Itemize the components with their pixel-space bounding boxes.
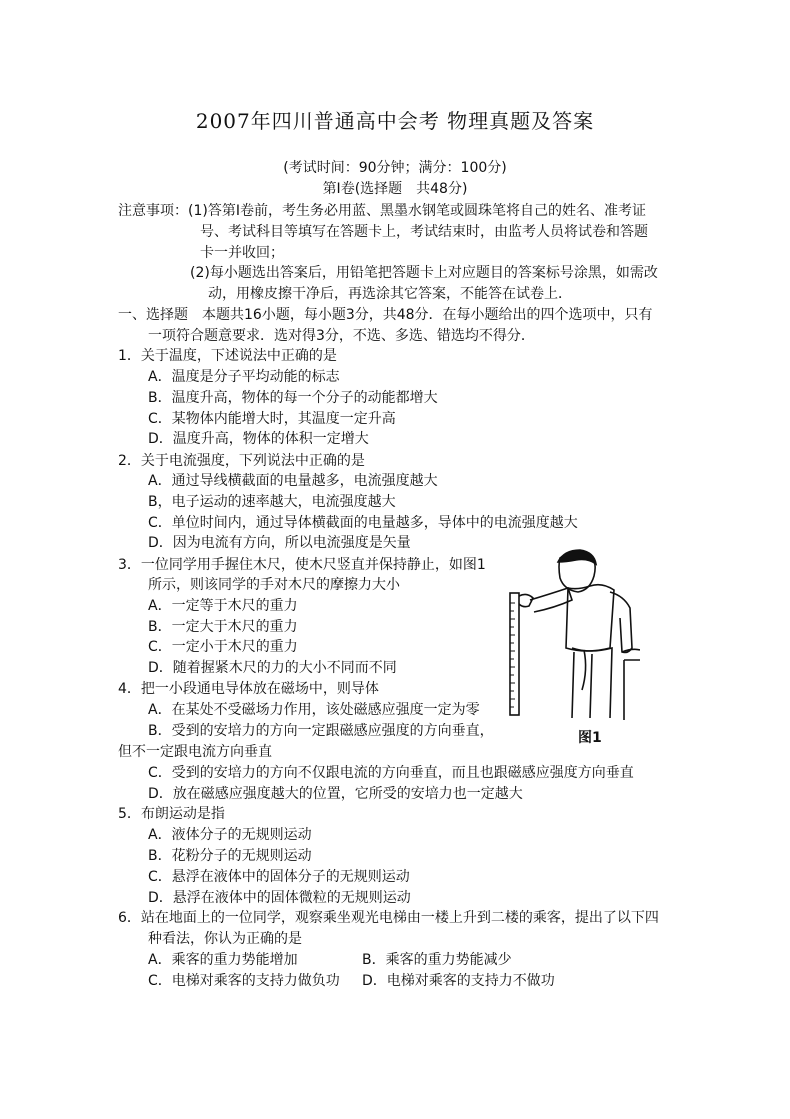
question-stem: 1．关于温度，下述说法中正确的是 — [118, 348, 337, 364]
section-intro: 一、选择题 本题共16小题，每小题3分，共48分．在每小题给出的四个选项中，只有 — [118, 307, 653, 323]
answer-option: B．花粉分子的无规则运动 — [148, 848, 312, 864]
question-stem: 6．站在地面上的一位同学，观察乘坐观光电梯由一楼上升到二楼的乘客，提出了以下四 — [118, 910, 659, 926]
question-text: 但不一定跟电流方向垂直 — [118, 744, 272, 760]
notice-2: (2)每小题选出答案后，用铅笔把答题卡上对应题目的答案标号涂黑，如需改 — [190, 265, 658, 281]
notice-1-cont: 卡一并收回； — [200, 245, 284, 261]
answer-option: C．某物体内能增大时，其温度一定升高 — [148, 411, 396, 427]
answer-option: D．温度升高，物体的体积一定增大 — [148, 431, 369, 447]
answer-option: C．电梯对乘客的支持力做负功 — [148, 973, 340, 989]
notice-2-cont: 动，用橡皮擦干净后，再选涂其它答案，不能答在试卷上． — [208, 286, 572, 302]
answer-option: C．受到的安培力的方向不仅跟电流的方向垂直，而且也跟磁感应强度方向垂直 — [148, 765, 634, 781]
answer-option: A．一定等于木尺的重力 — [148, 598, 298, 614]
answer-option: B，电子运动的速率越大，电流强度越大 — [148, 494, 396, 510]
answer-option: B．温度升高，物体的每一个分子的动能都增大 — [148, 390, 438, 406]
answer-option: C．一定小于木尺的重力 — [148, 639, 298, 655]
answer-option: A．乘客的重力势能增加 — [148, 952, 298, 968]
question-text: 所示，则该同学的手对木尺的摩擦力大小 — [148, 577, 400, 593]
section-heading: 第Ⅰ卷(选择题 共48分) — [322, 181, 468, 197]
answer-option: A．通过导线横截面的电量越多，电流强度越大 — [148, 473, 438, 489]
answer-option: C．单位时间内，通过导体横截面的电量越多，导体中的电流强度越大 — [148, 515, 578, 531]
question-stem: 5．布朗运动是指 — [118, 806, 225, 822]
notice-1-cont: 号、考试科目等填写在答题卡上，考试结束时，由监考人员将试卷和答题 — [200, 224, 648, 240]
answer-option: C．悬浮在液体中的固体分子的无规则运动 — [148, 869, 410, 885]
page-title: 2007年四川普通高中会考 物理真题及答案 — [195, 109, 595, 133]
question-text: 种看法，你认为正确的是 — [148, 931, 302, 947]
question-stem: 2．关于电流强度，下列说法中正确的是 — [118, 453, 365, 469]
answer-option: A．液体分子的无规则运动 — [148, 827, 312, 843]
figure-student-holding-ruler — [500, 548, 640, 723]
answer-option: B．一定大于木尺的重力 — [148, 619, 298, 635]
answer-option: D．因为电流有方向，所以电流强度是矢量 — [148, 535, 411, 551]
notice-1: 注意事项：(1)答第Ⅰ卷前，考生务必用蓝、黑墨水钢笔或圆珠笔将自己的姓名、准考证 — [118, 203, 646, 219]
answer-option: D．悬浮在液体中的固体微粒的无规则运动 — [148, 890, 411, 906]
answer-option: B．乘客的重力势能减少 — [362, 952, 512, 968]
figure-caption: 图1 — [578, 730, 602, 746]
section-intro-cont: 一项符合题意要求．选对得3分，不选、多选、错选均不得分． — [148, 328, 535, 344]
answer-option: D．随着握紧木尺的力的大小不同而不同 — [148, 660, 397, 676]
answer-option: A．温度是分子平均动能的标志 — [148, 369, 340, 385]
answer-option: D．电梯对乘客的支持力不做功 — [362, 973, 555, 989]
answer-option: B．受到的安培力的方向一定跟磁感应强度的方向垂直， — [148, 723, 494, 739]
exam-info: (考试时间：90分钟；满分：100分) — [283, 160, 507, 176]
question-stem: 3．一位同学用手握住木尺，使木尺竖直并保持静止，如图1 — [118, 557, 486, 573]
answer-option: D．放在磁感应强度越大的位置，它所受的安培力也一定越大 — [148, 786, 523, 802]
answer-option: A．在某处不受磁场力作用，该处磁感应强度一定为零 — [148, 702, 480, 718]
question-stem: 4．把一小段通电导体放在磁场中，则导体 — [118, 681, 379, 697]
